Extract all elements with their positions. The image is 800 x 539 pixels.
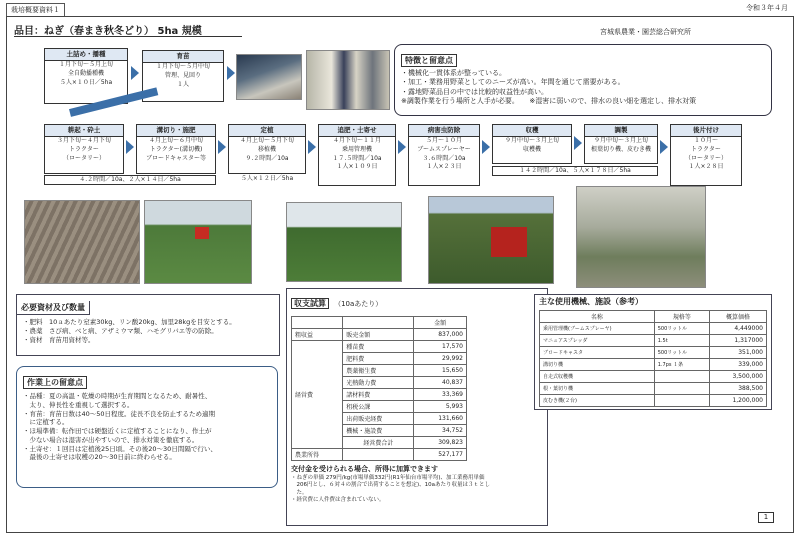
process-line: ４月上旬～６月中旬: [148, 137, 203, 145]
machine-name: ブロードキャスタ: [540, 347, 655, 359]
machine-name: 自走式収穫機: [540, 371, 655, 383]
row-val: 34,752: [414, 425, 467, 437]
income-title: 収支試算: [291, 298, 329, 309]
process-line: ９.２時間／10a: [245, 154, 289, 162]
process-harvest: [492, 124, 572, 164]
process-line: ３月下旬～４月下旬: [56, 137, 111, 145]
arrow-right-icon: [227, 66, 235, 80]
title-underline: [14, 36, 242, 37]
process-note: １人×２８日: [688, 163, 724, 171]
row-val: 40,837: [414, 377, 467, 389]
col-amount: 金額: [414, 317, 467, 329]
machine-name: 溝切り機: [540, 359, 655, 371]
row-val: 29,992: [414, 353, 467, 365]
process-name: 病害虫防除: [409, 125, 479, 137]
row-val: 131,660: [414, 413, 467, 425]
tractor-field-photo: [144, 200, 252, 284]
income-note-title: 交付金を受けられる場合、所得に加算できます: [291, 465, 438, 473]
harvester-icon: [491, 227, 527, 257]
row-val: 15,650: [414, 365, 467, 377]
arrow-right-icon: [126, 140, 134, 154]
processing-facility-photo: [576, 186, 706, 288]
process-line: ９月中旬～３月上旬: [504, 137, 559, 145]
process-note: ５人×１２日／5ha: [240, 175, 294, 182]
process-name: 追肥・土寄せ: [319, 125, 395, 137]
process-line: ４月上旬～５月下旬: [239, 137, 294, 145]
process-hilling: [318, 124, 396, 186]
machine-spec: [654, 395, 709, 407]
process-name: 耕起・砕土: [45, 125, 123, 137]
process-line: 収穫機: [522, 146, 541, 154]
col-blank: [343, 317, 414, 329]
features-box: [394, 44, 772, 116]
row-item: 諸材料費: [343, 389, 414, 401]
income-note: ・ねぎの単価 279円/kg(市場単価332円(R1年仙台市場平均)、加工業務用単価: [291, 475, 485, 481]
process-name: 調製: [585, 125, 657, 137]
row-cat: 経営費: [292, 341, 343, 449]
caution-item: 太り、伸長性を重視して選択する。: [23, 400, 134, 409]
machine-price: 1,200,000: [709, 395, 766, 407]
process-name: 収穫: [493, 125, 571, 137]
process-line: トラクター: [69, 146, 99, 154]
process-cleanup: [670, 124, 742, 186]
process-line: ９月中旬～３月上旬: [593, 137, 648, 145]
income-table: [291, 316, 467, 461]
row-item: 出荷販売経費: [343, 413, 414, 425]
machine-spec: [654, 383, 709, 395]
materials-box: [16, 294, 280, 356]
row-item: 光熱動力費: [343, 377, 414, 389]
process-line: 根葉切り機、皮むき機: [590, 146, 651, 154]
process-line: ３.６時間／10a: [422, 154, 466, 162]
caution-item: に定植する。: [23, 418, 69, 427]
machines-title: 主な使用機械、施設（参考）: [539, 297, 643, 306]
process-line: （ロータリー）: [684, 154, 727, 162]
machine-price: 3,500,000: [709, 371, 766, 383]
sprayer-field-photo: [286, 202, 402, 282]
row-val: 309,823: [414, 437, 467, 449]
cautions-title: 作業上の留意点: [23, 376, 87, 389]
machine-spec: 500リットル: [654, 347, 709, 359]
org-name: 宮城県農業・園芸総合研究所: [600, 28, 691, 36]
income-note: 206円とし、６対４の割合で出荷することを想定)、10aあたり収量は３ｔとし: [291, 482, 491, 489]
process-note: １４２時間／10a、５人×１７８日／5ha: [492, 166, 658, 176]
process-plowing: [44, 124, 124, 174]
materials-title: 必要資材及び数量: [17, 301, 90, 315]
features-title: 特徴と留意点: [401, 54, 457, 67]
process-line: トラクター(溝切機): [149, 146, 203, 154]
machine-price: 339,000: [709, 359, 766, 371]
income-note: ・経営費に人件費は含まれていない。: [291, 497, 385, 504]
caution-item: 少ない場合は湿害が出やすいので、排水対策を徹底する。: [23, 435, 199, 444]
tractor-icon: [195, 227, 209, 239]
machine-price: 351,000: [709, 347, 766, 359]
row-val: 837,000: [414, 329, 467, 341]
page-title: 品目：ねぎ（春まき秋冬どり） 5ha 規模: [14, 26, 202, 37]
row-item: 肥料費: [343, 353, 414, 365]
caution-item: ・品種：夏の高温・乾燥の時期が生育期間となるため、耐暑性、: [23, 392, 212, 400]
row-val: 5,993: [414, 401, 467, 413]
income-note: た。: [291, 489, 308, 496]
feature-item: ・加工・業務用野菜としてのニーズが高い。年間を通じて需要がある。: [401, 78, 625, 87]
process-line: 管理、見回り: [164, 72, 201, 80]
machine-price: 4,449000: [709, 323, 766, 335]
feature-item: ・機械化一貫体系が整っている。: [401, 69, 506, 77]
row-val: 17,570: [414, 341, 467, 353]
arrow-right-icon: [574, 136, 582, 150]
row-item: [343, 449, 414, 461]
machine-name: 根・葉切り機: [540, 383, 655, 395]
income-section: [286, 288, 548, 526]
process-line: １月下旬～５月上旬: [58, 61, 113, 69]
process-note: ４.２時間／10a、２人×１４日／5ha: [44, 175, 216, 185]
process-line: ５人×１０日／5ha: [59, 78, 113, 86]
page-number: 1: [758, 512, 774, 523]
machine-spec: 1.5t: [654, 335, 709, 347]
process-line: ブームスプレーヤー: [417, 146, 471, 154]
plowed-field-photo: [24, 200, 140, 284]
machine-price: 1,317000: [709, 335, 766, 347]
process-line: 乗用管理機: [341, 146, 372, 154]
feature-item: ・露地野菜品目の中では比較的収益性が高い。: [401, 87, 548, 96]
material-item: ・資材 育苗用資材等。: [23, 335, 95, 344]
process-ditching: [136, 124, 216, 174]
process-line: ４月下旬～１１月: [332, 137, 381, 145]
process-line: １月下旬～５月中旬: [155, 63, 210, 71]
caution-item: ・育苗：育苗日数は40～50日程度。徒長不良を防止するため適期: [23, 409, 216, 418]
row-val: 33,369: [414, 389, 467, 401]
process-line: 全自動播種機: [67, 70, 104, 78]
process-line: （ロータリー）: [62, 154, 105, 162]
process-name: 定植: [229, 125, 305, 137]
feature-item: ※調製作業を行う場所と人手が必要。 ※湿害に弱いので、排水の良い畑を選定し、排水対策: [401, 97, 697, 106]
process-pest-control: [408, 124, 480, 186]
row-item: 租税公課: [343, 401, 414, 413]
doc-tag: 栽培概要資料１: [6, 3, 65, 17]
row-cat: 粗収益: [292, 329, 343, 341]
material-item: ・農薬 さび病、べと病、アザミウマ類、ハモグリバエ等の防除。: [23, 326, 218, 335]
income-unit: （10aあたり）: [334, 300, 383, 308]
arrow-right-icon: [398, 140, 406, 154]
caution-item: ・ほ場準備：転作田では硬盤近くに定植することになり、作土が: [23, 427, 212, 436]
process-trimming: [584, 124, 658, 164]
seeding-machine-photo: [236, 54, 302, 100]
arrow-right-icon: [482, 140, 490, 154]
col-name: 名称: [540, 311, 655, 323]
row-cat: 農業所得: [292, 449, 343, 461]
caution-item: 最後の土寄せは収穫の20～30日前に終わらせる。: [23, 453, 176, 462]
doc-date: 令和３年４月: [746, 4, 788, 12]
arrow-right-icon: [218, 140, 226, 154]
row-item: 販売金額: [343, 329, 414, 341]
row-item: 農薬衛生費: [343, 365, 414, 377]
machine-spec: 500リットル: [654, 323, 709, 335]
workers-photo: [306, 50, 390, 110]
machines-section: [534, 294, 772, 410]
row-item: 経営費合計: [343, 437, 414, 449]
col-spec: 規格等: [654, 311, 709, 323]
caution-item: ・土寄せ：１回目は定植後25日頃。その後20～30日間隔で行い、: [23, 444, 217, 453]
process-note: １人×２３日: [426, 163, 462, 171]
process-line: 移植機: [257, 146, 276, 154]
process-name: 土詰め・播種: [45, 49, 127, 61]
cautions-box: [16, 366, 278, 488]
machines-table: [539, 310, 767, 407]
process-line: ブロードキャスター等: [145, 154, 206, 162]
process-planting: [228, 124, 306, 174]
process-line: １人: [176, 80, 189, 88]
process-note: １人×１０９日: [336, 163, 378, 171]
machine-name: マニュアスプレッダ: [540, 335, 655, 347]
col-blank: [292, 317, 343, 329]
process-line: １０月～: [693, 137, 718, 145]
arrow-right-icon: [131, 66, 139, 80]
machine-name: 乗用管理機(ブームスプレーヤ): [540, 323, 655, 335]
process-line: ５月～１０月: [425, 137, 462, 145]
row-item: 機械・施設費: [343, 425, 414, 437]
machine-name: 皮むき機(２台): [540, 395, 655, 407]
process-name: 後片付け: [671, 125, 741, 137]
machine-spec: 1.7ps １条: [654, 359, 709, 371]
row-val: 527,177: [414, 449, 467, 461]
row-item: 種苗費: [343, 341, 414, 353]
col-price: 概算価格: [709, 311, 766, 323]
machine-spec: [654, 371, 709, 383]
process-line: １７.５時間／10a: [332, 154, 382, 162]
process-name: 育苗: [143, 51, 223, 63]
machine-price: 388,500: [709, 383, 766, 395]
arrow-right-icon: [660, 140, 668, 154]
process-line: トラクター: [691, 146, 721, 154]
harvester-photo: [428, 196, 554, 284]
material-item: ・肥料 10ａあたり窒素30kg、リン酸20kg、加里28kgを目安とする。: [23, 318, 236, 326]
process-name: 溝切り・施肥: [137, 125, 215, 137]
process-sowing: [44, 48, 128, 104]
arrow-right-icon: [308, 140, 316, 154]
